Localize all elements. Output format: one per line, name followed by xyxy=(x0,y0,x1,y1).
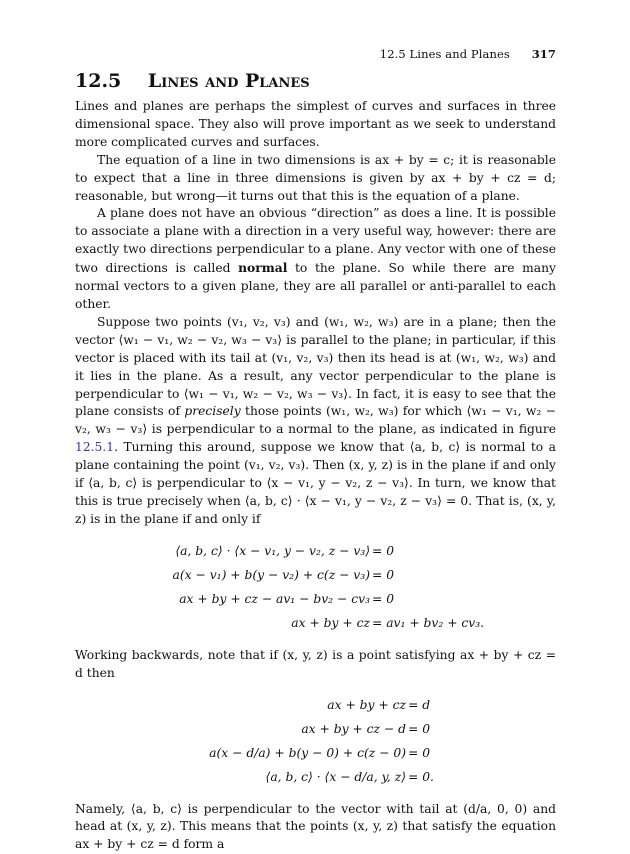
equation-rhs: = d xyxy=(408,697,431,712)
section-title: Lines and Planes xyxy=(147,70,310,92)
equation-lhs: a(x − d/a) + b(y − 0) + c(z − 0) xyxy=(209,745,406,760)
paragraph-2: The equation of a line in two dimensions is ax + by = c; it is reasonable to expect that a line in three dimensions is given by ax + by + cz = d; reasonable, but wrong—it turns out that this is the equation of a plane. xyxy=(75,152,556,203)
precisely-term: precisely xyxy=(184,404,241,419)
normal-term: normal xyxy=(238,260,288,276)
equation-rhs: = 0 xyxy=(372,591,395,606)
equation-line xyxy=(75,741,556,765)
equation-rhs: = 0 xyxy=(372,567,395,582)
equation-rhs: = av₁ + bv₂ + cv₃. xyxy=(372,615,485,630)
section-heading xyxy=(75,70,310,92)
paragraph-5: Working backwards, note that if (x, y, z) is a point satisfying ax + by + cz = d then xyxy=(75,647,556,680)
paragraph-3-text-b: to the plane. So while there are many normal vectors to a given plane, they are all parallel or anti-parallel to each other. xyxy=(75,261,556,311)
equation-block-1 xyxy=(75,539,556,635)
equation-lhs: ax + by + cz − d xyxy=(301,721,406,736)
paragraph-1: Lines and planes are perhaps the simplest of curves and surfaces in three dimensional space. They also will prove important as we seek to understand more complicated curves and surfaces. xyxy=(75,99,556,149)
equation-line xyxy=(75,563,556,587)
paragraph-4-text-c: . Turning this around, suppose we know that ⟨a, b, c⟩ is normal to a plane containing the point (v₁, v₂, v₃). Then (x, y, z) is in the plane if and only if ⟨a, b, c⟩ is perpendicular to ⟨x − v₁, y − v₂, z − v₃⟩. In turn, we know that this is true precisely when ⟨a, b, c⟩ · ⟨x − v₁, y − v₂, z − v₃⟩ = 0. That is, (x, y, z) is in the plane if and only if xyxy=(75,440,556,526)
paragraph-6: Namely, ⟨a, b, c⟩ is perpendicular to the vector with tail at (d/a, 0, 0) and head at (x, y, z). This means that the points (x, y, z) that satisfy the equation ax + by + cz = d form a xyxy=(75,801,556,852)
equation-rhs: = 0 xyxy=(408,745,431,760)
equation-line xyxy=(75,611,556,635)
running-head-section: 12.5 Lines and Planes xyxy=(379,47,510,61)
equation-block-2 xyxy=(75,693,556,789)
equation-rhs: = 0 xyxy=(372,543,395,558)
equation-lhs: ax + by + cz xyxy=(327,697,406,712)
equation-lhs: ⟨a, b, c⟩ · ⟨x − d/a, y, z⟩ xyxy=(265,769,406,784)
equation-lhs: a(x − v₁) + b(y − v₂) + c(z − v₃) xyxy=(172,567,370,582)
paragraph-3 xyxy=(75,205,556,313)
figure-link[interactable]: 12.5.1 xyxy=(75,440,115,455)
equation-lhs: ax + by + cz xyxy=(291,615,370,630)
equation-line xyxy=(75,765,556,789)
equation-line xyxy=(75,587,556,611)
paragraph-4-text-b: those points (w₁, w₂, w₃) for which ⟨w₁ − v₁, w₂ − v₂, w₃ − v₃⟩ is perpendicular to a normal to the plane, as indicated in figure xyxy=(75,404,556,437)
paragraph-4 xyxy=(75,314,556,529)
equation-lhs: ax + by + cz − av₁ − bv₂ − cv₃ xyxy=(179,591,370,606)
equation-rhs: = 0. xyxy=(408,769,434,784)
equation-lhs: ⟨a, b, c⟩ · ⟨x − v₁, y − v₂, z − v₃⟩ xyxy=(175,543,370,558)
paragraph-3-text-a: A plane does not have an obvious “direction” as does a line. It is possible to associate a plane with a direction in a very useful way, however: there are exactly two directions perpendicular to a plane. Any vector with one of these two directions is called xyxy=(75,206,556,276)
equation-line xyxy=(75,539,556,563)
running-head xyxy=(380,47,556,61)
equation-line xyxy=(75,693,556,717)
section-number: 12.5 xyxy=(75,70,122,92)
page-number: 317 xyxy=(531,47,556,61)
paragraph-4-text-a: Suppose two points (v₁, v₂, v₃) and (w₁, w₂, w₃) are in a plane; then the vector ⟨w₁ − v₁, w₂ − v₂, w₃ − v₃⟩ is parallel to the plane; in particular, if this vector is placed with its tail at (v₁, v₂, v₃) then its head is at (w₁, w₂, w₃) and it lies in the plane. As a result, any vector perpendicular to the plane is perpendicular to ⟨w₁ − v₁, w₂ − v₂, w₃ − v₃⟩. In fact, it is easy to see that the plane consists of xyxy=(75,314,556,419)
body-text xyxy=(75,98,556,854)
equation-rhs: = 0 xyxy=(408,721,431,736)
equation-line xyxy=(75,717,556,741)
